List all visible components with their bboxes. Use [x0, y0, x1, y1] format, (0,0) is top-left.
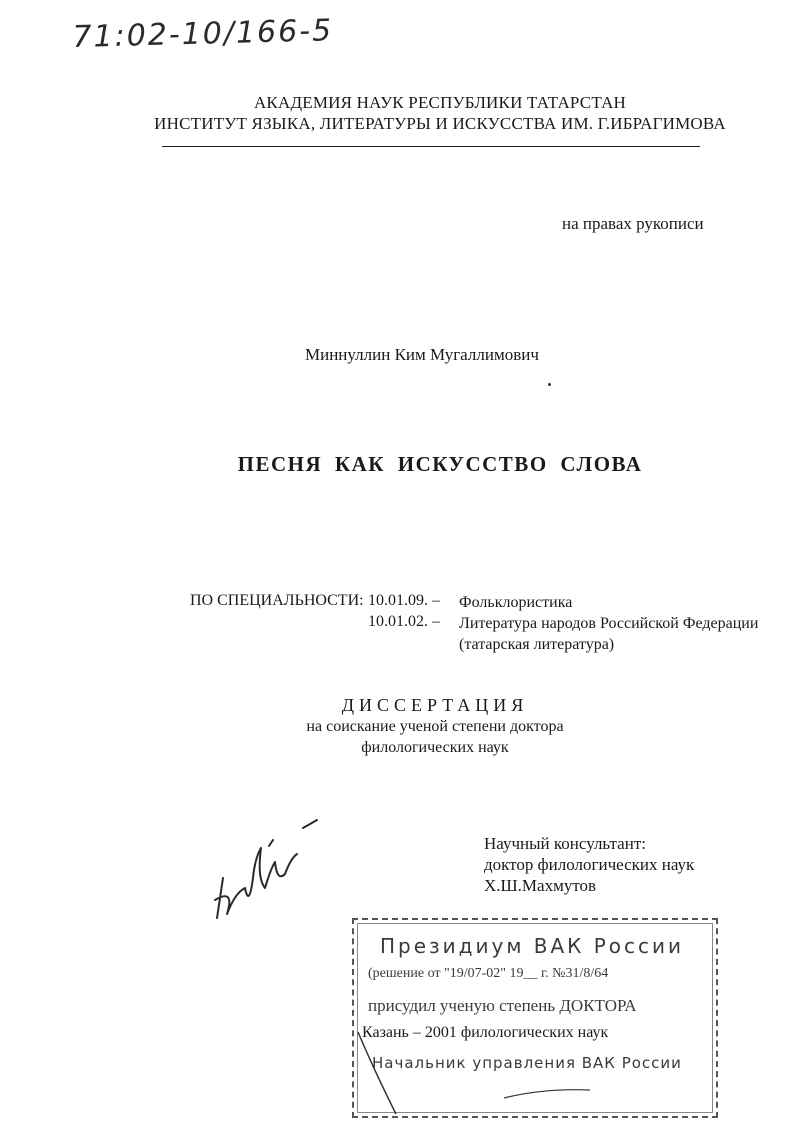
specialty-name-2: Литература народов Российской Федерации (татарская литература)	[459, 615, 759, 653]
stamp-handwriting-strokes	[354, 920, 716, 1116]
dissertation-subtitle: на соискание ученой степени доктора филологических наук	[306, 718, 564, 756]
specialty-label: ПО СПЕЦИАЛЬНОСТИ:	[190, 592, 364, 609]
ink-speck	[548, 383, 551, 386]
author-signature	[205, 818, 335, 928]
dissertation-block	[200, 694, 670, 758]
consultant-name: Х.Ш.Махмутов	[484, 876, 597, 895]
header-line-academy: АКАДЕМИЯ НАУК РЕСПУБЛИКИ ТАТАРСТАН	[253, 93, 627, 112]
dissertation-heading: ДИССЕРТАЦИЯ	[341, 695, 529, 715]
vak-stamp	[352, 918, 718, 1118]
stamp-line-presidium: Президиум ВАК России	[380, 934, 685, 958]
stamp-line-decision: (решение от "19/07-02" 19__ г. №31/8/64	[368, 966, 609, 981]
author-name: Миннуллин Ким Мугаллимович	[305, 345, 539, 364]
archive-number: 71:02-10/166-5	[72, 13, 334, 55]
specialty-code-1: 10.01.09. –	[368, 592, 440, 609]
header-line-institute: ИНСТИТУТ ЯЗЫКА, ЛИТЕРАТУРЫ И ИСКУССТВА ИМ. Г.ИБРАГИМОВА	[154, 114, 726, 133]
manuscript-note: на правах рукописи	[562, 214, 704, 233]
header-divider	[162, 146, 700, 147]
institution-header	[140, 92, 740, 134]
specialty-name-1: Фольклористика	[459, 594, 573, 611]
stamp-line-degree: присудил ученую степень ДОКТОРА	[368, 996, 637, 1015]
stamp-line-place-year: Казань – 2001 филологических наук	[362, 1024, 609, 1041]
specialty-code-2: 10.01.02. –	[368, 613, 440, 630]
consultant-block	[484, 833, 694, 896]
consultant-label: Научный консультант:	[484, 834, 646, 853]
dissertation-title: ПЕСНЯ КАК ИСКУССТВО СЛОВА	[237, 452, 643, 476]
stamp-line-head: Начальник управления ВАК России	[372, 1054, 682, 1072]
consultant-degree: доктор филологических наук	[484, 855, 695, 874]
